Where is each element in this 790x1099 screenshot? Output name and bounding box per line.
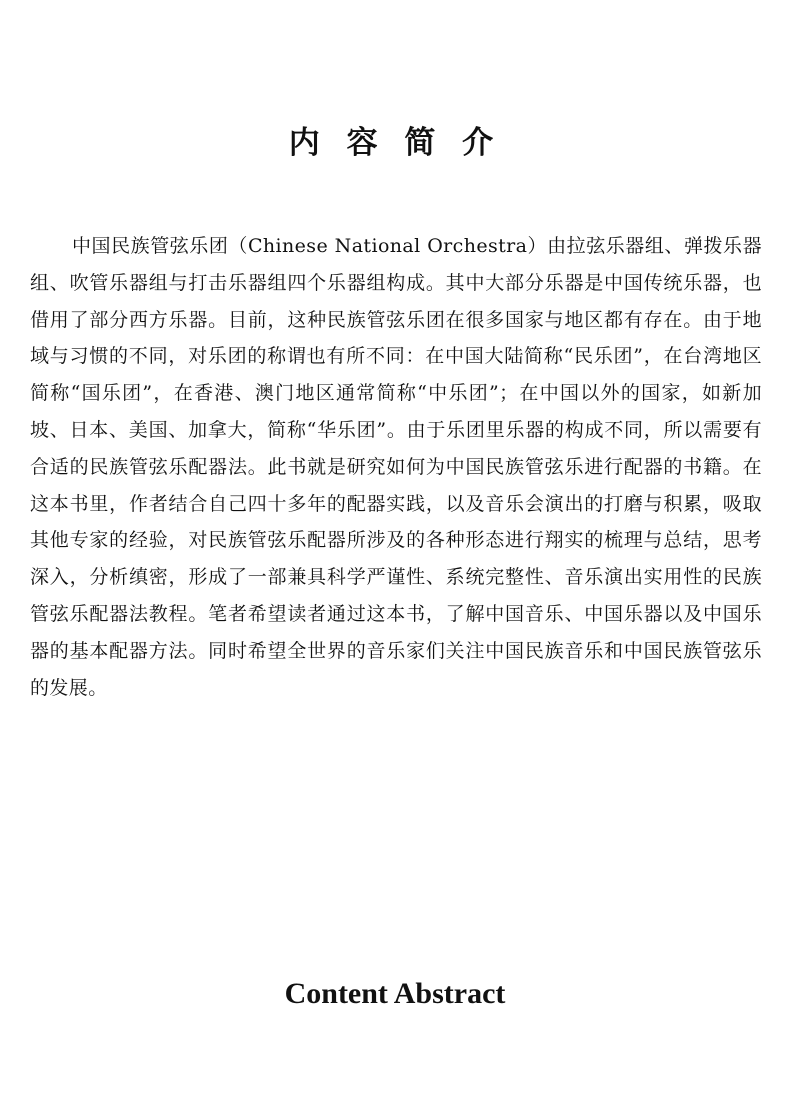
summary-paragraph: 中国民族管弦乐团（Chinese National Orchestra）由拉弦乐器组、弹拨乐器组、吹管乐器组与打击乐器组四个乐器组构成。其中大部分乐器是中国传统乐器，也借用了部分西方乐器。目前，这种民族管弦乐团在很多国家与地区都有存在。由于地域与习惯的不同，对乐团的称谓也有所不同：在中国大陆简称“民乐团”，在台湾地区简称“国乐团”，在香港、澳门地区通常简称“中乐团”；在中国以外的国家，如新加坡、日本、美国、加拿大，简称“华乐团”。由于乐团里乐器的构成不同，所以需要有合适的民族管弦乐配器法。此书就是研究如何为中国民族管弦乐进行配器的书籍。在这本书里，作者结合自己四十多年的配器实践，以及音乐会演出的打磨与积累，吸取其他专家的经验，对民族管弦乐配器所涉及的各种形态进行翔实的梳理与总结，思考深入，分析缜密，形成了一部兼具科学严谨性、系统完整性、音乐演出实用性的民族管弦乐配器法教程。笔者希望读者通过这本书，了解中国音乐、中国乐器以及中国乐器的基本配器方法。同时希望全世界的音乐家们关注中国民族音乐和中国民族管弦乐的发展。 xyxy=(30,235,762,699)
abstract-heading: Content Abstract xyxy=(284,977,506,1010)
page-title: 内 容 简 介 xyxy=(288,125,502,161)
